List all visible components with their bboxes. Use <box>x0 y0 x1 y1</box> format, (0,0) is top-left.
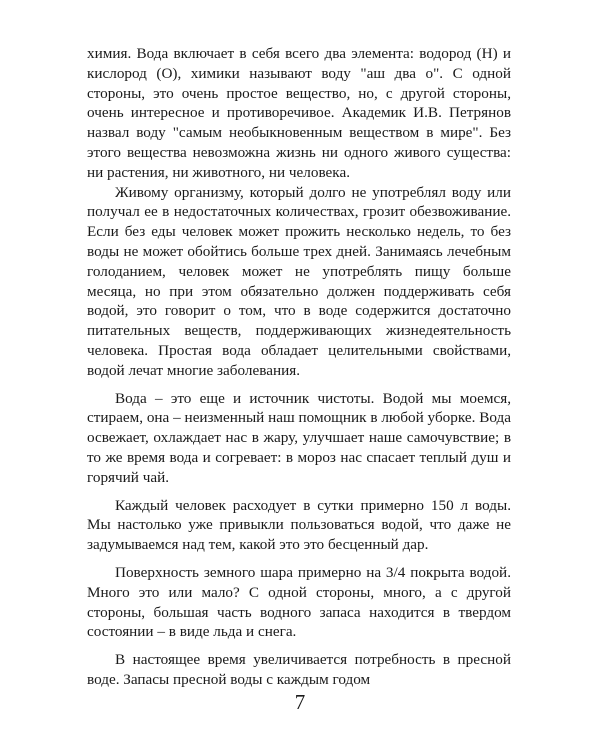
paragraph-cleanliness: Вода – это еще и источник чистоты. Водой мы моемся, стираем, она – неизменный наш помощник в любой уборке. Вода освежает, охлаждает нас в жару, улучшает наше самочувствие; в то же время вода и согревает: в мороз нас спасает теплый душ и горячий чай. <box>87 389 511 486</box>
paragraph-daily-consumption: Каждый человек расходует в сутки примерно 150 л воды. Мы настолько уже привыкли пользоваться водой, что даже не задумываемся над тем, какой это это бесценный дар. <box>87 496 511 554</box>
paragraph-fresh-water: В настоящее время увеличивается потребность в пресной воде. Запасы пресной воды с каждым годом <box>87 651 511 688</box>
paragraph-dehydration: Живому организму, который долго не употреблял воду или получал ее в недостаточных количествах, грозит обезвоживание. Если без еды человек может прожить несколько недель, то без воды не может обойтись больше трех дней. Занимаясь лечебным голоданием, человек может не употреблять пищу больше месяца, но при этом обязательно должен поддерживать себя водой, это говорит о том, что в воде содержится достаточно питательных веществ, поддерживающих жизнедеятельность человека. Простая вода обладает целительными свойствами, водой лечат многие заболевания. <box>87 183 511 379</box>
page-text-body <box>87 44 511 690</box>
paragraph-earth-surface: Поверхность земного шара примерно на 3/4 покрыта водой. Много это или мало? С одной стороны, много, а с другой стороны, большая часть водного запаса находится в твердом состоянии – в виде льда и снега. <box>87 563 511 641</box>
page-number: 7 <box>294 690 306 714</box>
paragraph-water-chemistry: химия. Вода включает в себя всего два элемента: водород (Н) и кислород (О), химики называют воду "аш два о". С одной стороны, это очень простое вещество, но, с другой стороны, очень интересное и противоречивое. Академик И.В. Петрянов назвал воду "самым необыкновенным веществом в мире". Без этого вещества невозможна жизнь ни одного живого существа: ни растения, ни животного, ни человека. <box>87 45 511 181</box>
